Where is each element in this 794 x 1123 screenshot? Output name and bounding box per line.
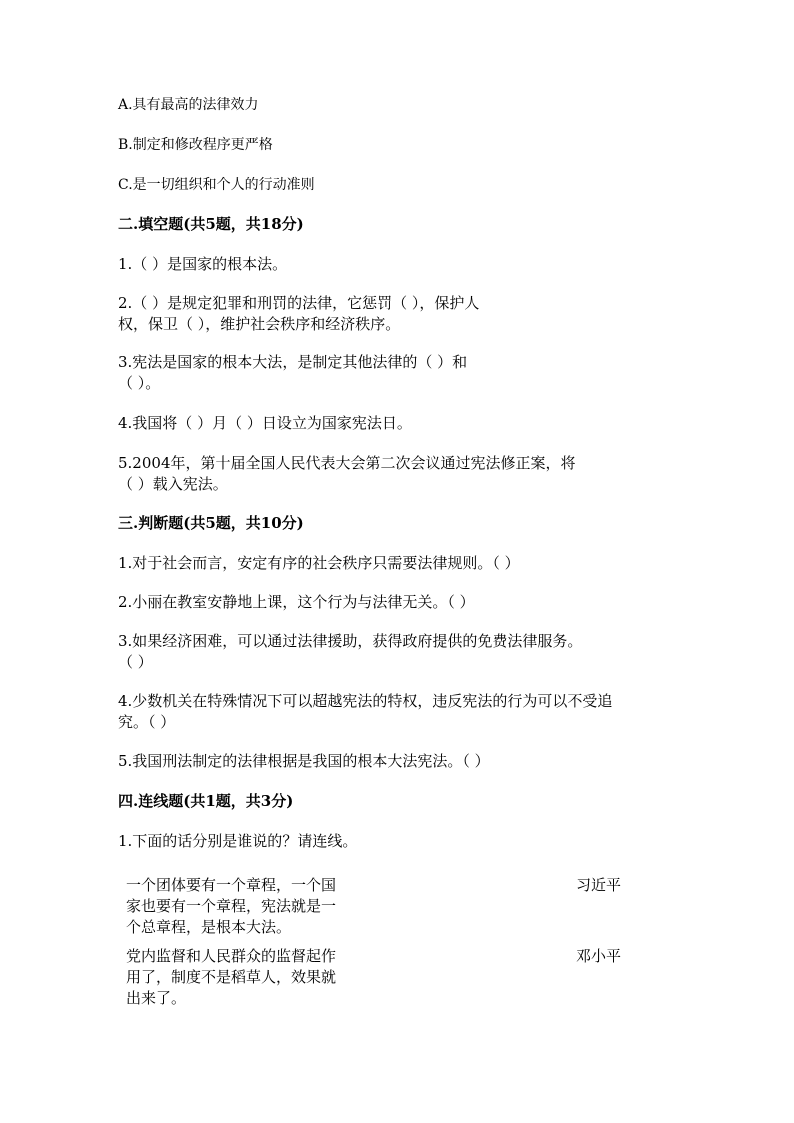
judge-question-5: 5.我国刑法制定的法律根据是我国的根本大法宪法。（ ） [118,752,490,770]
fill-question-3-line-1: 3.宪法是国家的根本大法，是制定其他法律的（ ）和 [118,353,468,371]
fill-question-3-line-2: （ ）。 [118,374,161,392]
fill-question-1: 1.（ ）是国家的根本法。 [118,255,288,273]
judge-question-1: 1.对于社会而言，安定有序的社会秩序只需要法律规则。（ ） [118,554,520,572]
section-heading-true-false: 三.判断题(共5题，共10分) [118,514,304,532]
section-heading-matching: 四.连线题(共1题，共3分) [118,792,294,810]
judge-question-2: 2.小丽在教室安静地上课，这个行为与法律无关。（ ） [118,593,475,611]
judge-question-4-line-2: 究。（ ） [118,713,176,731]
fill-question-5-line-1: 5.2004年，第十届全国人民代表大会第二次会议通过宪法修正案，将 [118,454,576,472]
matching-left-item-1: 一个团体要有一个章程，一个国家也要有一个章程，宪法就是一个总章程，是根本大法。 [126,876,337,936]
matching-left-item-2: 党内监督和人民群众的监督起作用了，制度不是稻草人，效果就出来了。 [126,947,337,1007]
matching-right-item-1: 习近平 [576,876,622,894]
fill-question-4: 4.我国将（ ）月（ ）日设立为国家宪法日。 [118,414,412,432]
matching-right-item-2: 邓小平 [576,947,622,965]
fill-question-2-line-2: 权，保卫（ ），维护社会秩序和经济秩序。 [118,315,401,333]
judge-question-4-line-1: 4.少数机关在特殊情况下可以超越宪法的特权，违反宪法的行为可以不受追 [118,692,613,710]
fill-question-2-line-1: 2.（ ）是规定犯罪和刑罚的法律，它惩罚（ ），保护人 [118,294,480,312]
fill-question-5-line-2: （ ）载入宪法。 [118,475,228,493]
option-b: B.制定和修改程序更严格 [118,137,273,153]
judge-question-3-line-1: 3.如果经济困难，可以通过法律援助，获得政府提供的免费法律服务。 [118,632,583,650]
option-a: A.具有最高的法律效力 [118,97,259,113]
matching-question-1: 1.下面的话分别是谁说的？请连线。 [118,832,358,850]
option-c: C.是一切组织和个人的行动准则 [118,177,315,193]
judge-question-3-line-2: （ ） [118,653,153,671]
section-heading-fill-in: 二.填空题(共5题，共18分) [118,215,304,233]
